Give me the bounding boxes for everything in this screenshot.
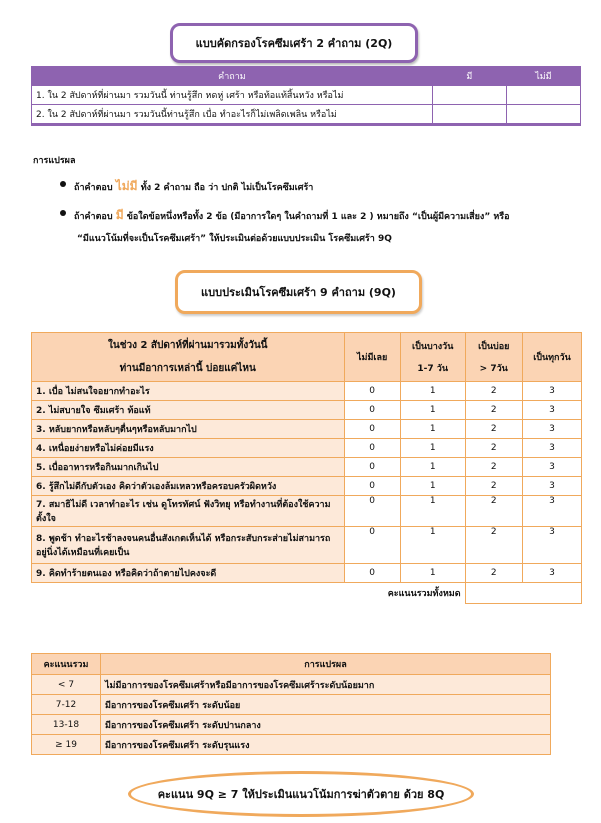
score-daily[interactable]: 3 <box>522 420 581 439</box>
footer-note <box>128 771 474 817</box>
total-row <box>32 583 582 604</box>
table-row <box>32 458 582 477</box>
table-row <box>32 675 551 695</box>
score-text: มีอาการของโรคซึมเศร้า ระดับน้อย <box>101 695 551 715</box>
header-interpretation: การแปรผล <box>101 654 551 675</box>
score-often[interactable]: 2 <box>465 496 522 527</box>
score-range: < 7 <box>32 675 101 695</box>
title-2q <box>170 23 418 63</box>
score-often[interactable]: 2 <box>465 439 522 458</box>
score-some[interactable]: 1 <box>400 477 465 496</box>
interpretation-bullet-2 <box>74 206 510 225</box>
bullet-dot-icon <box>60 210 66 216</box>
header-some <box>400 333 465 382</box>
question-text: 2. ไม่สบายใจ ซึมเศร้า ท้อแท้ <box>32 401 345 420</box>
score-text: ไม่มีอาการของโรคซึมเศร้าหรือมีอาการของโรคซึมเศร้าระดับน้อยมาก <box>101 675 551 695</box>
score-often[interactable]: 2 <box>465 564 522 583</box>
score-none[interactable]: 0 <box>344 420 400 439</box>
header-often-1: เป็นบ่อย <box>478 342 510 352</box>
score-some[interactable]: 1 <box>400 527 465 564</box>
question-text: 7. สมาธิไม่ดี เวลาทำอะไร เช่น ดูโทรทัศน์ ฟังวิทยุ หรือทำงานที่ต้องใช้ความตั้งใจ <box>32 496 345 527</box>
table-row <box>32 564 582 583</box>
score-some[interactable]: 1 <box>400 458 465 477</box>
b2-highlight: มี <box>115 208 124 222</box>
question-text: 9. คิดทำร้ายตนเอง หรือคิดว่าถ้าตายไปคงจะดี <box>32 564 345 583</box>
b1-post: ทั้ง 2 คำถาม ถือ ว่า ปกติ ไม่เป็นโรคซึมเศร้า <box>140 183 314 193</box>
header-some-1: เป็นบางวัน <box>412 342 454 352</box>
table-2q-header <box>32 67 581 86</box>
header-question: คำถาม <box>32 67 433 86</box>
score-none[interactable]: 0 <box>344 496 400 527</box>
header-yes: มี <box>432 67 506 86</box>
header-often-2: > 7วัน <box>479 364 508 374</box>
bullet-dot-icon <box>60 181 66 187</box>
table-row <box>32 420 582 439</box>
question-text: 4. เหนื่อยง่ายหรือไม่ค่อยมีแรง <box>32 439 345 458</box>
header-none: ไม่มีเลย <box>344 333 400 382</box>
score-none[interactable]: 0 <box>344 527 400 564</box>
score-range: 13-18 <box>32 715 101 735</box>
question-text: 3. หลับยากหรือหลับๆตื่นๆหรือหลับมากไป <box>32 420 345 439</box>
score-daily[interactable]: 3 <box>522 564 581 583</box>
table-row <box>32 527 582 564</box>
score-none[interactable]: 0 <box>344 401 400 420</box>
answer-yes-2[interactable] <box>432 105 506 125</box>
table-row <box>32 86 581 105</box>
question-text: 5. เบื่ออาหารหรือกินมากเกินไป <box>32 458 345 477</box>
score-daily[interactable]: 3 <box>522 458 581 477</box>
header-daily: เป็นทุกวัน <box>522 333 581 382</box>
header-often <box>465 333 522 382</box>
score-none[interactable]: 0 <box>344 477 400 496</box>
score-daily[interactable]: 3 <box>522 439 581 458</box>
score-none[interactable]: 0 <box>344 439 400 458</box>
score-table <box>31 653 551 755</box>
header-score: คะแนนรวม <box>32 654 101 675</box>
title-9q <box>175 270 422 314</box>
answer-no-1[interactable] <box>506 86 580 105</box>
score-daily[interactable]: 3 <box>522 382 581 401</box>
table-row <box>32 105 581 125</box>
footer-note-text: คะแนน 9Q ≥ 7 ให้ประเมินแนวโน้มการฆ่าตัวตาย ด้วย 8Q <box>157 788 445 801</box>
header-q-line2: ท่านมีอาการเหล่านี้ บ่อยแค่ไหน <box>119 363 256 374</box>
score-daily[interactable]: 3 <box>522 527 581 564</box>
score-often[interactable]: 2 <box>465 382 522 401</box>
score-some[interactable]: 1 <box>400 439 465 458</box>
score-none[interactable]: 0 <box>344 564 400 583</box>
interpretation-bullet-2-line2: “มีแนวโน้มที่จะเป็นโรคซึมเศร้า” ให้ประเมินต่อด้วยแบบประเมิน โรคซึมเศร้า 9Q <box>77 234 392 244</box>
b2-post: ข้อใดข้อหนึ่งหรือทั้ง 2 ข้อ (มีอาการใดๆ ในคำถามที่ 1 และ 2 ) หมายถึง “เป็นผู้มีความเสี่ยง” หรือ <box>126 212 510 222</box>
interpretation-title: การแปรผล <box>33 156 76 166</box>
table-row <box>32 477 582 496</box>
score-often[interactable]: 2 <box>465 401 522 420</box>
score-some[interactable]: 1 <box>400 496 465 527</box>
header-q-line1: ในช่วง 2 สัปดาห์ที่ผ่านมารวมทั้งวันนี้ <box>107 340 268 351</box>
table-9q-header <box>32 333 582 382</box>
score-often[interactable]: 2 <box>465 458 522 477</box>
score-range: 7-12 <box>32 695 101 715</box>
interpretation-bullet-1 <box>74 177 313 196</box>
score-some[interactable]: 1 <box>400 420 465 439</box>
total-label: คะแนนรวมทั้งหมด <box>32 583 466 604</box>
b2-pre: ถ้าคำตอบ <box>74 212 113 222</box>
score-text: มีอาการของโรคซึมเศร้า ระดับรุนแรง <box>101 735 551 755</box>
question-text: 6. รู้สึกไม่ดีกับตัวเอง คิดว่าตัวเองล้มเหลวหรือครอบครัวผิดหวัง <box>32 477 345 496</box>
total-score-box[interactable] <box>465 583 581 604</box>
score-often[interactable]: 2 <box>465 420 522 439</box>
score-range: ≥ 19 <box>32 735 101 755</box>
score-often[interactable]: 2 <box>465 477 522 496</box>
score-some[interactable]: 1 <box>400 564 465 583</box>
b1-highlight: ไม่มี <box>115 179 138 193</box>
score-some[interactable]: 1 <box>400 382 465 401</box>
score-daily[interactable]: 3 <box>522 401 581 420</box>
b1-pre: ถ้าคำตอบ <box>74 183 113 193</box>
score-table-header <box>32 654 551 675</box>
score-some[interactable]: 1 <box>400 401 465 420</box>
question-text: 1. เบื่อ ไม่สนใจอยากทำอะไร <box>32 382 345 401</box>
table-row <box>32 715 551 735</box>
table-row <box>32 695 551 715</box>
header-some-2: 1-7 วัน <box>417 364 448 374</box>
score-none[interactable]: 0 <box>344 382 400 401</box>
title-9q-text: แบบประเมินโรคซึมเศร้า 9 คำถาม (9Q) <box>201 286 396 299</box>
score-often[interactable]: 2 <box>465 527 522 564</box>
answer-no-2[interactable] <box>506 105 580 125</box>
table-2q <box>31 66 581 126</box>
title-2q-text: แบบคัดกรองโรคซึมเศร้า 2 คำถาม (2Q) <box>195 37 393 50</box>
header-no: ไม่มี <box>506 67 580 86</box>
table-row <box>32 439 582 458</box>
question-1: 1. ใน 2 สัปดาห์ที่ผ่านมา รวมวันนี้ ท่านรู้สึก หดหู่ เศร้า หรือท้อแท้สิ้นหวัง หรือไม่ <box>32 86 433 105</box>
score-daily[interactable]: 3 <box>522 477 581 496</box>
table-row <box>32 496 582 527</box>
table-row <box>32 401 582 420</box>
question-text: 8. พูดช้า ทำอะไรช้าลงจนคนอื่นสังเกตเห็นได้ หรือกระสับกระส่ายไม่สามารถอยู่นิ่งได้เหมือนที่เคยเป็น <box>32 527 345 564</box>
table-row <box>32 382 582 401</box>
table-9q <box>31 332 582 604</box>
answer-yes-1[interactable] <box>432 86 506 105</box>
table-row <box>32 735 551 755</box>
score-daily[interactable]: 3 <box>522 496 581 527</box>
score-text: มีอาการของโรคซึมเศร้า ระดับปานกลาง <box>101 715 551 735</box>
score-none[interactable]: 0 <box>344 458 400 477</box>
header-question <box>32 333 345 382</box>
question-2: 2. ใน 2 สัปดาห์ที่ผ่านมา รวมวันนี้ท่านรู้สึก เบื่อ ทำอะไรก็ไม่เพลิดเพลิน หรือไม่ <box>32 105 433 125</box>
